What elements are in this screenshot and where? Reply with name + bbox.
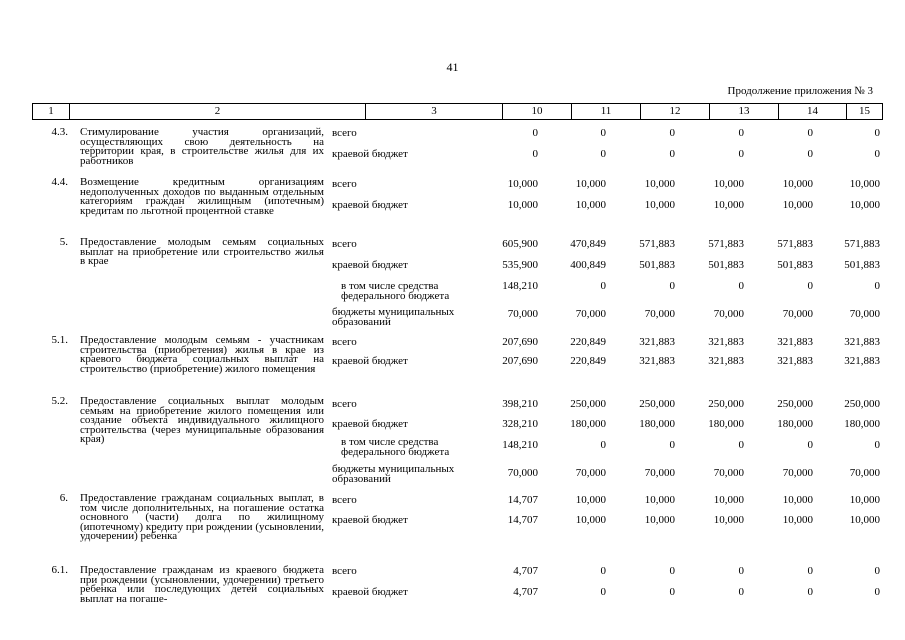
value-cell: 321,883 xyxy=(777,336,813,348)
value-cell: 0 xyxy=(600,148,606,160)
value-cell: 70,000 xyxy=(575,467,606,479)
header-cell: 15 xyxy=(859,105,870,117)
funding-source: бюджеты муниципальных образований xyxy=(332,463,455,485)
row-name: Предоставление социальных выплат молодым семьям на приобретение жилого помещения или создание объекта индивидуального жилищного строительства (через муниципальные образования края) xyxy=(80,395,324,446)
value-cell: 571,883 xyxy=(639,238,675,250)
funding-source: в том числе средства федерального бюджета xyxy=(341,436,450,458)
value-cell: 0 xyxy=(874,148,880,160)
value-cell: 180,000 xyxy=(570,418,606,430)
header-cell: 1 xyxy=(33,104,70,119)
funding-source: краевой бюджет xyxy=(332,148,408,160)
row-name: Предоставление гражданам социальных выплат, в том числе дополнительных, на погашение остатка основного (части) долга по жилищному (ипотечному) кредиту при рождении (усыновлении, удочерении) ребенка xyxy=(80,492,324,543)
value-cell: 0 xyxy=(600,586,606,598)
value-cell: 571,883 xyxy=(844,238,880,250)
value-cell: 571,883 xyxy=(708,238,744,250)
value-cell: 0 xyxy=(600,280,606,292)
value-cell: 70,000 xyxy=(713,467,744,479)
funding-source: краевой бюджет xyxy=(332,514,408,526)
value-cell: 10,000 xyxy=(575,199,606,211)
value-cell: 0 xyxy=(738,565,744,577)
funding-source: краевой бюджет xyxy=(332,199,408,211)
row-name: Предоставление молодым семьям - участникам строительства (приобретения) жилья в крае из краевого бюджета социальных выплат на строительство (приобретение) жилого помещения xyxy=(80,334,324,375)
value-cell: 10,000 xyxy=(782,494,813,506)
value-cell: 501,883 xyxy=(639,259,675,271)
header-cell: 12 xyxy=(641,104,710,119)
value-cell: 0 xyxy=(807,280,813,292)
continuation-note: Продолжение приложения № 3 xyxy=(727,85,873,97)
value-cell: 14,707 xyxy=(507,514,538,526)
value-cell: 321,883 xyxy=(639,355,675,367)
value-cell: 70,000 xyxy=(782,308,813,320)
funding-source: всего xyxy=(332,178,357,190)
value-cell: 398,210 xyxy=(502,398,538,410)
value-cell: 70,000 xyxy=(644,467,675,479)
value-cell: 180,000 xyxy=(708,418,744,430)
row-code: 5.1. xyxy=(51,334,68,346)
value-cell: 14,707 xyxy=(507,494,538,506)
header-cell: 11 xyxy=(572,104,641,119)
value-cell: 321,883 xyxy=(844,336,880,348)
value-cell: 0 xyxy=(874,280,880,292)
row-name: Предоставление молодым семьям социальных выплат на приобретение или строительство жилья в крае xyxy=(80,236,324,268)
value-cell: 0 xyxy=(738,586,744,598)
row-name: Предоставление гражданам из краевого бюджета при рождении (усыновлении, удочерении) третьего ребенка или последующих детей социальных выплат на погаше- xyxy=(80,564,324,605)
value-cell: 0 xyxy=(669,565,675,577)
value-cell: 10,000 xyxy=(849,514,880,526)
value-cell: 0 xyxy=(600,439,606,451)
value-cell: 321,883 xyxy=(708,355,744,367)
value-cell: 0 xyxy=(807,565,813,577)
value-cell: 0 xyxy=(669,127,675,139)
value-cell: 0 xyxy=(874,127,880,139)
value-cell: 321,883 xyxy=(639,336,675,348)
value-cell: 0 xyxy=(807,439,813,451)
value-cell: 10,000 xyxy=(507,199,538,211)
row-code: 5. xyxy=(59,236,68,248)
value-cell: 180,000 xyxy=(639,418,675,430)
value-cell: 250,000 xyxy=(708,398,744,410)
table-header xyxy=(32,103,883,120)
funding-source: в том числе средства федерального бюджета xyxy=(341,280,450,302)
row-name: Стимулирование участия организаций, осуществляющих свою деятельность на территории края, в строительстве жилья для их работников xyxy=(80,126,324,167)
value-cell: 10,000 xyxy=(782,199,813,211)
funding-source: краевой бюджет xyxy=(332,259,408,271)
value-cell: 10,000 xyxy=(849,199,880,211)
funding-source: бюджеты муниципальных образований xyxy=(332,306,455,328)
value-cell: 207,690 xyxy=(502,336,538,348)
page-number: 41 xyxy=(446,60,459,74)
value-cell: 10,000 xyxy=(507,178,538,190)
value-cell: 4,707 xyxy=(513,586,538,598)
value-cell: 0 xyxy=(669,439,675,451)
value-cell: 10,000 xyxy=(713,514,744,526)
value-cell: 0 xyxy=(600,127,606,139)
value-cell: 10,000 xyxy=(849,494,880,506)
value-cell: 535,900 xyxy=(502,259,538,271)
value-cell: 10,000 xyxy=(713,199,744,211)
value-cell: 10,000 xyxy=(575,178,606,190)
value-cell: 148,210 xyxy=(502,439,538,451)
header-cell: 2 xyxy=(70,104,366,119)
value-cell: 4,707 xyxy=(513,565,538,577)
row-code: 4.3. xyxy=(51,126,68,138)
value-cell: 0 xyxy=(738,439,744,451)
value-cell: 0 xyxy=(669,148,675,160)
value-cell: 70,000 xyxy=(575,308,606,320)
value-cell: 328,210 xyxy=(502,418,538,430)
value-cell: 10,000 xyxy=(782,514,813,526)
funding-source: всего xyxy=(332,127,357,139)
value-cell: 0 xyxy=(532,127,538,139)
header-cell: 10 xyxy=(503,104,572,119)
value-cell: 321,883 xyxy=(844,355,880,367)
header-cell: 3 xyxy=(366,104,503,119)
funding-source: всего xyxy=(332,565,357,577)
value-cell: 207,690 xyxy=(502,355,538,367)
funding-source: всего xyxy=(332,398,357,410)
value-cell: 10,000 xyxy=(849,178,880,190)
value-cell: 321,883 xyxy=(777,355,813,367)
value-cell: 321,883 xyxy=(708,336,744,348)
value-cell: 400,849 xyxy=(570,259,606,271)
value-cell: 501,883 xyxy=(708,259,744,271)
value-cell: 0 xyxy=(669,280,675,292)
value-cell: 70,000 xyxy=(849,308,880,320)
value-cell: 0 xyxy=(874,439,880,451)
value-cell: 70,000 xyxy=(713,308,744,320)
value-cell: 70,000 xyxy=(782,467,813,479)
value-cell: 0 xyxy=(738,127,744,139)
value-cell: 0 xyxy=(669,586,675,598)
value-cell: 10,000 xyxy=(644,514,675,526)
value-cell: 148,210 xyxy=(502,280,538,292)
value-cell: 70,000 xyxy=(644,308,675,320)
value-cell: 10,000 xyxy=(644,178,675,190)
value-cell: 180,000 xyxy=(844,418,880,430)
header-cell: 13 xyxy=(710,104,779,119)
row-code: 5.2. xyxy=(51,395,68,407)
value-cell: 250,000 xyxy=(570,398,606,410)
funding-source: всего xyxy=(332,336,357,348)
value-cell: 250,000 xyxy=(639,398,675,410)
value-cell: 10,000 xyxy=(644,494,675,506)
value-cell: 250,000 xyxy=(777,398,813,410)
row-code: 6. xyxy=(59,492,68,504)
value-cell: 70,000 xyxy=(507,467,538,479)
value-cell: 220,849 xyxy=(570,336,606,348)
value-cell: 0 xyxy=(532,148,538,160)
value-cell: 470,849 xyxy=(570,238,606,250)
funding-source: краевой бюджет xyxy=(332,586,408,598)
value-cell: 0 xyxy=(738,280,744,292)
value-cell: 605,900 xyxy=(502,238,538,250)
funding-source: краевой бюджет xyxy=(332,355,408,367)
value-cell: 0 xyxy=(874,586,880,598)
value-cell: 70,000 xyxy=(849,467,880,479)
row-code: 4.4. xyxy=(51,176,68,188)
value-cell: 0 xyxy=(807,127,813,139)
value-cell: 0 xyxy=(738,148,744,160)
value-cell: 0 xyxy=(807,148,813,160)
value-cell: 10,000 xyxy=(713,178,744,190)
value-cell: 70,000 xyxy=(507,308,538,320)
header-cell: 14 xyxy=(779,104,847,119)
value-cell: 250,000 xyxy=(844,398,880,410)
value-cell: 10,000 xyxy=(713,494,744,506)
value-cell: 10,000 xyxy=(644,199,675,211)
funding-source: всего xyxy=(332,494,357,506)
value-cell: 501,883 xyxy=(777,259,813,271)
value-cell: 571,883 xyxy=(777,238,813,250)
value-cell: 0 xyxy=(807,586,813,598)
value-cell: 10,000 xyxy=(782,178,813,190)
value-cell: 501,883 xyxy=(844,259,880,271)
value-cell: 180,000 xyxy=(777,418,813,430)
value-cell: 220,849 xyxy=(570,355,606,367)
row-name: Возмещение кредитным организациям недополученных доходов по выданным отдельным категориям граждан жилищным (ипотечным) кредитам по льготной процентной ставке xyxy=(80,176,324,217)
funding-source: краевой бюджет xyxy=(332,418,408,430)
row-code: 6.1. xyxy=(51,564,68,576)
funding-source: всего xyxy=(332,238,357,250)
value-cell: 10,000 xyxy=(575,494,606,506)
value-cell: 10,000 xyxy=(575,514,606,526)
value-cell: 0 xyxy=(600,565,606,577)
value-cell: 0 xyxy=(874,565,880,577)
